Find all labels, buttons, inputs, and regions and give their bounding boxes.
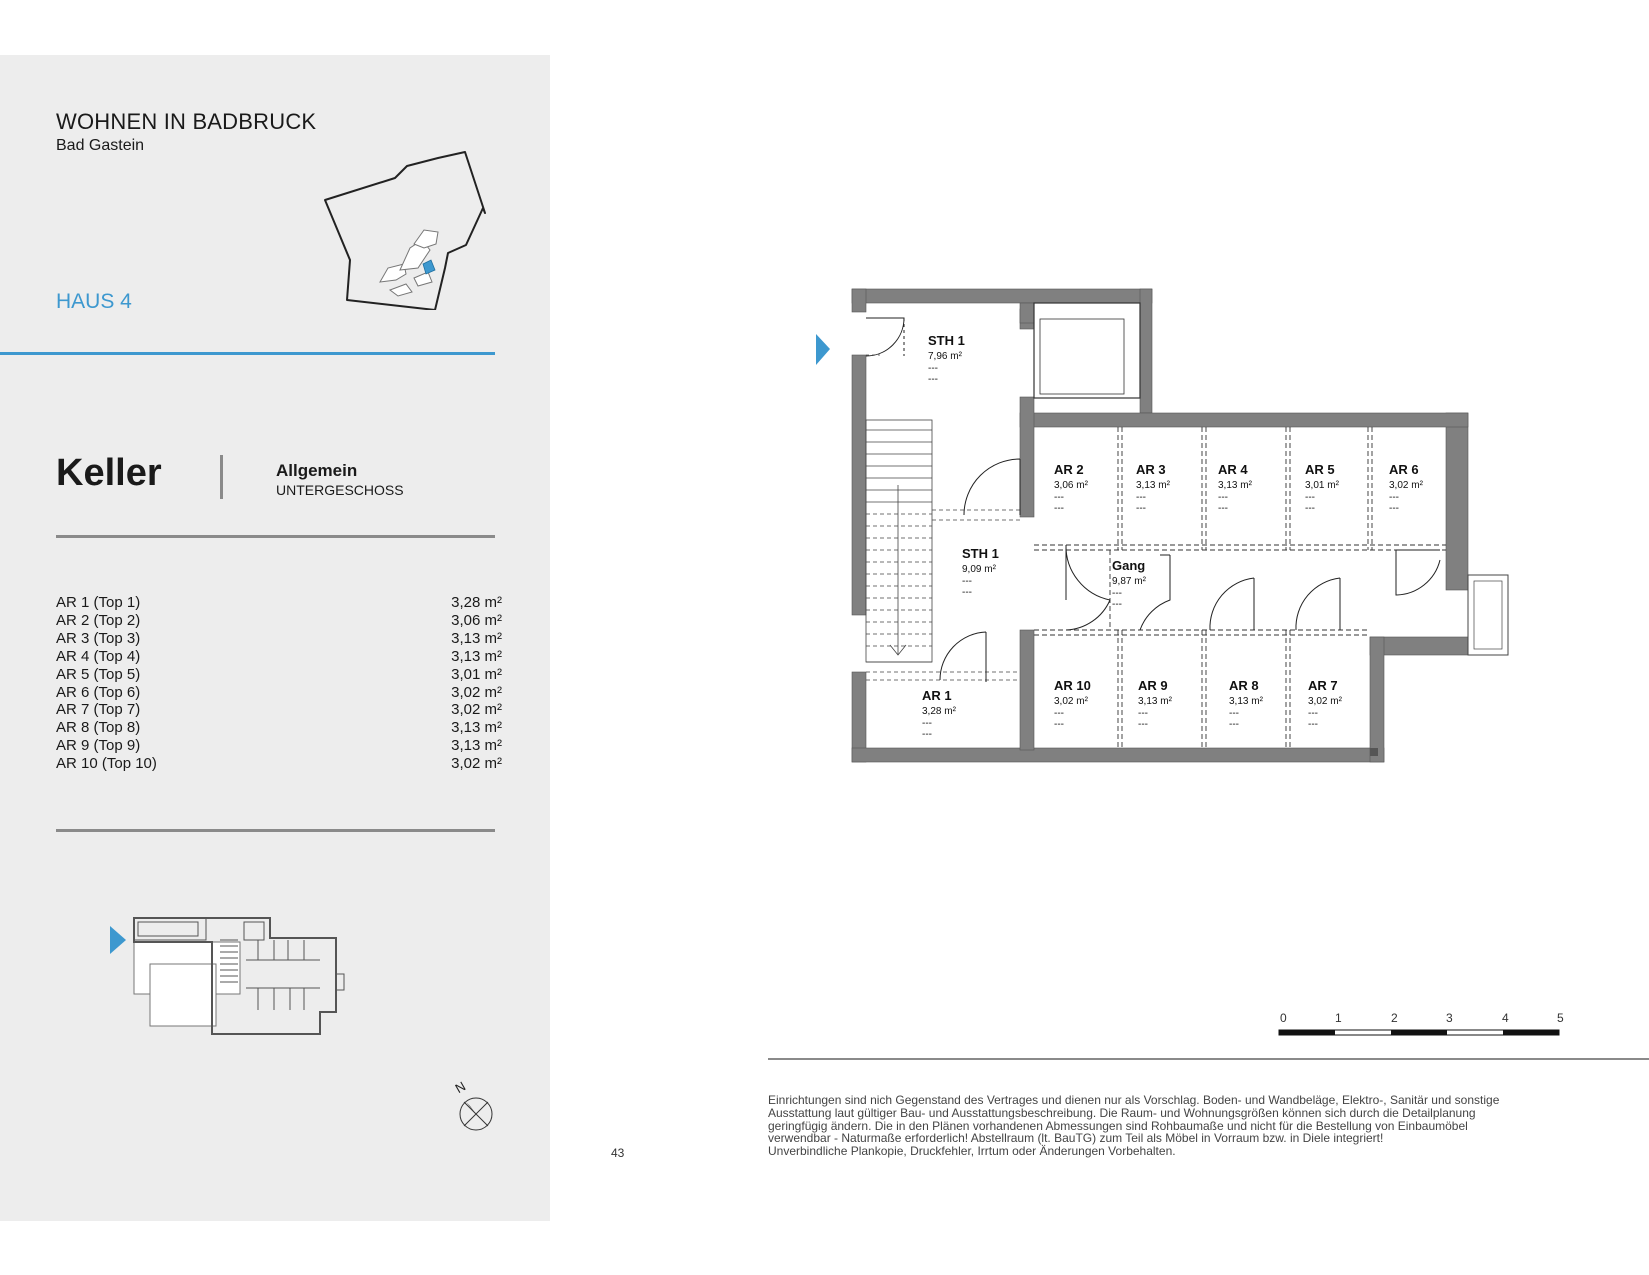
unit-name: AR 3 (Top 3)	[56, 629, 141, 647]
list-item	[56, 719, 502, 737]
room-label-gang	[1112, 558, 1147, 610]
svg-text:---: ---	[1229, 708, 1239, 719]
section-divider	[0, 352, 495, 355]
room-label-ar2	[1054, 462, 1089, 514]
svg-text:---: ---	[1308, 708, 1318, 719]
units-top-rule	[56, 535, 495, 538]
unit-name: AR 10 (Top 10)	[56, 755, 157, 773]
disclaimer	[768, 1094, 1568, 1158]
north-compass	[452, 1076, 496, 1136]
svg-text:---: ---	[1305, 503, 1315, 514]
room-label-ar10	[1054, 678, 1091, 730]
svg-text:3,02 m²: 3,02 m²	[1054, 696, 1088, 707]
svg-text:---: ---	[1218, 492, 1228, 503]
svg-text:3,28 m²: 3,28 m²	[922, 706, 956, 717]
room-label-ar1	[922, 688, 957, 740]
scale-label: 4	[1502, 1011, 1509, 1025]
scale-label: 5	[1557, 1011, 1564, 1025]
compass-north-label: N	[452, 1078, 469, 1097]
disclaimer-line: Einrichtungen sind nich Gegenstand des Vertrages und dienen nur als Vorschlag. Boden- und Wandbeläge, Elektro-, Sanitär und sonstige	[768, 1093, 1500, 1107]
disclaimer-line: Unverbindliche Plankopie, Druckfehler, Irrtum oder Änderungen Vorbehalten.	[768, 1144, 1176, 1159]
svg-text:---: ---	[922, 729, 932, 740]
entrance-arrow-icon	[816, 334, 830, 365]
units-bottom-rule	[56, 829, 495, 832]
unit-area: 3,02 m²	[451, 683, 502, 701]
list-item	[56, 684, 502, 702]
svg-text:---: ---	[1054, 492, 1064, 503]
project-location: Bad Gastein	[56, 137, 145, 154]
svg-text:---: ---	[1054, 719, 1064, 730]
svg-text:AR 9: AR 9	[1138, 678, 1168, 693]
svg-text:Gang: Gang	[1112, 558, 1146, 573]
unit-area: 3,06 m²	[451, 611, 502, 629]
svg-text:AR 3: AR 3	[1136, 462, 1166, 477]
svg-text:---: ---	[1305, 492, 1315, 503]
scale-label: 2	[1391, 1011, 1398, 1025]
list-item	[56, 648, 502, 666]
svg-text:3,13 m²: 3,13 m²	[1136, 480, 1170, 491]
room-label-ar6	[1389, 462, 1424, 514]
room-label-ar9	[1138, 678, 1173, 730]
svg-text:AR 7: AR 7	[1308, 678, 1338, 693]
svg-text:---: ---	[1308, 719, 1318, 730]
doors	[866, 318, 1440, 682]
svg-text:AR 4: AR 4	[1218, 462, 1248, 477]
room-label-ar7	[1308, 678, 1343, 730]
unit-name: AR 7 (Top 7)	[56, 701, 141, 719]
floor-plan	[810, 285, 1520, 775]
unit-area: 3,13 m²	[451, 719, 502, 737]
svg-text:3,13 m²: 3,13 m²	[1138, 696, 1172, 707]
svg-text:7,96 m²: 7,96 m²	[928, 351, 962, 362]
list-item	[56, 630, 502, 648]
room-label-ar4	[1218, 462, 1253, 514]
compass-icon	[460, 1098, 492, 1130]
svg-text:3,06 m²: 3,06 m²	[1054, 480, 1088, 491]
unit-area: 3,13 m²	[451, 737, 502, 755]
svg-text:---: ---	[928, 363, 938, 374]
room-label-sth1-mid	[962, 546, 999, 598]
room-label-ar8	[1229, 678, 1264, 730]
svg-text:3,13 m²: 3,13 m²	[1229, 696, 1263, 707]
svg-text:9,87 m²: 9,87 m²	[1112, 576, 1146, 587]
svg-text:AR 10: AR 10	[1054, 678, 1091, 693]
house-label: HAUS 4	[56, 290, 132, 313]
disclaimer-line: Ausstattung laut gültiger Bau- und Ausstattungsbeschreibung. Die Raum- und Wohnungsgrößen können sich durch die Detailplanung	[768, 1105, 1476, 1120]
list-item	[56, 666, 502, 684]
unit-name: AR 1 (Top 1)	[56, 594, 141, 611]
list-item	[56, 755, 502, 773]
scale-bar	[1278, 1028, 1561, 1038]
list-item	[56, 612, 502, 630]
svg-text:---: ---	[1112, 599, 1122, 610]
staircase	[866, 318, 1020, 680]
unit-name: AR 8 (Top 8)	[56, 719, 141, 737]
list-item	[56, 701, 502, 719]
svg-text:3,02 m²: 3,02 m²	[1308, 696, 1342, 707]
page-number: 43	[611, 1146, 625, 1160]
unit-area: 3,13 m²	[451, 629, 502, 647]
list-item	[56, 737, 502, 755]
svg-text:---: ---	[962, 587, 972, 598]
units-list	[56, 594, 502, 773]
unit-area: 3,01 m²	[451, 665, 502, 683]
unit-area: 3,02 m²	[451, 701, 502, 719]
svg-text:---: ---	[962, 576, 972, 587]
floor-title: Keller	[56, 452, 162, 494]
svg-text:AR 8: AR 8	[1229, 678, 1259, 693]
svg-text:---: ---	[922, 718, 932, 729]
svg-text:STH 1: STH 1	[928, 333, 965, 348]
svg-text:9,09 m²: 9,09 m²	[962, 564, 996, 575]
room-label-ar3	[1136, 462, 1171, 514]
scale-label: 1	[1335, 1011, 1342, 1025]
site-key-plan	[320, 150, 495, 310]
svg-text:---: ---	[1054, 503, 1064, 514]
svg-text:AR 5: AR 5	[1305, 462, 1335, 477]
title-separator	[220, 455, 223, 499]
overview-marker-icon	[110, 926, 126, 954]
svg-text:AR 1: AR 1	[922, 688, 952, 703]
unit-area: 3,28 m²	[451, 594, 502, 611]
svg-text:STH 1: STH 1	[962, 546, 999, 561]
unit-name: AR 5 (Top 5)	[56, 665, 141, 683]
svg-text:---: ---	[1138, 708, 1148, 719]
scale-label: 0	[1280, 1011, 1287, 1025]
room-label-ar5	[1305, 462, 1340, 514]
scale-label: 3	[1446, 1011, 1453, 1025]
svg-text:---: ---	[1136, 492, 1146, 503]
footer-rule	[768, 1058, 1649, 1060]
unit-name: AR 9 (Top 9)	[56, 737, 141, 755]
unit-name: AR 2 (Top 2)	[56, 611, 141, 629]
building-overview-plan	[108, 912, 348, 1047]
svg-text:---: ---	[1112, 588, 1122, 599]
disclaimer-line: verwendbar - Naturmaße erforderlich! Abstellraum (lt. BauTG) zum Teil als Möbel in Vorraum bzw. in Diele integriert!	[768, 1131, 1384, 1146]
disclaimer-line: geringfügig ändern. Die in den Plänen vorhandenen Abmessungen sind Rohbaumaße und nicht für die Bestellung von Einbaumöbel	[768, 1118, 1468, 1133]
svg-text:3,01 m²: 3,01 m²	[1305, 480, 1339, 491]
unit-name: AR 4 (Top 4)	[56, 647, 141, 665]
svg-text:3,02 m²: 3,02 m²	[1389, 480, 1423, 491]
svg-text:---: ---	[1138, 719, 1148, 730]
unit-area: 3,02 m²	[451, 755, 502, 773]
svg-text:---: ---	[928, 374, 938, 385]
project-title: WOHNEN IN BADBRUCK	[56, 109, 317, 134]
list-item	[56, 594, 502, 612]
svg-text:---: ---	[1389, 503, 1399, 514]
room-label-sth1-top	[928, 333, 965, 385]
svg-text:3,13 m²: 3,13 m²	[1218, 480, 1252, 491]
unit-area: 3,13 m²	[451, 647, 502, 665]
svg-text:---: ---	[1218, 503, 1228, 514]
svg-text:---: ---	[1054, 708, 1064, 719]
level-label: UNTERGESCHOSS	[276, 482, 404, 498]
svg-text:---: ---	[1136, 503, 1146, 514]
unit-name: AR 6 (Top 6)	[56, 683, 141, 701]
svg-text:---: ---	[1389, 492, 1399, 503]
svg-text:AR 6: AR 6	[1389, 462, 1419, 477]
svg-text:AR 2: AR 2	[1054, 462, 1084, 477]
svg-text:---: ---	[1229, 719, 1239, 730]
category-label: Allgemein	[276, 461, 358, 480]
